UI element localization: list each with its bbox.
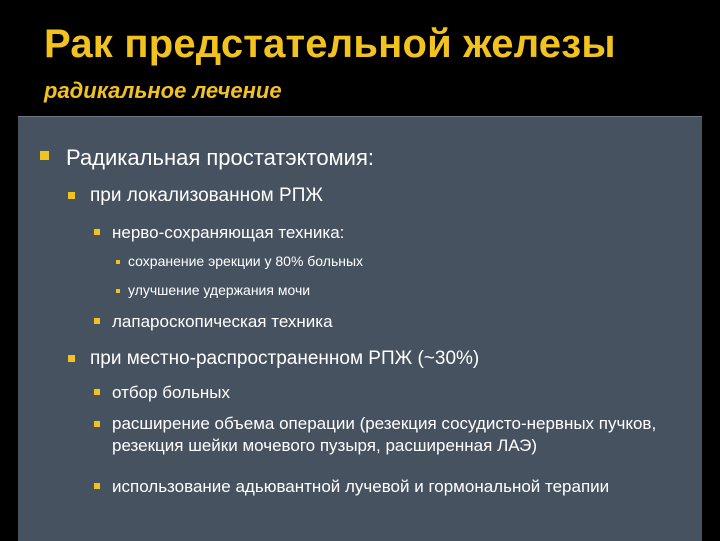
bullet-continence-improvement: улучшение удержания мочи — [128, 282, 311, 298]
square-bullet-icon — [68, 192, 75, 199]
bullet-radical-prostatectomy: Радикальная простатэктомия: — [66, 145, 374, 170]
square-bullet-icon — [116, 260, 120, 264]
square-bullet-icon — [40, 151, 49, 160]
bullet-patient-selection: отбор больных — [112, 383, 230, 402]
square-bullet-icon — [94, 229, 100, 235]
square-bullet-icon — [94, 389, 100, 395]
bullet-localized-pca: при локализованном РПЖ — [90, 185, 323, 206]
square-bullet-icon — [68, 355, 75, 362]
slide-subtitle: радикальное лечение — [44, 78, 282, 103]
slide-header — [0, 0, 720, 112]
square-bullet-icon — [94, 483, 100, 489]
square-bullet-icon — [94, 318, 100, 324]
bullet-laparoscopic: лапароскопическая техника — [112, 312, 333, 331]
bullet-adjuvant-therapy: использование адьювантной лучевой и гормональной терапии — [112, 477, 610, 496]
bullet-locally-advanced-pca: при местно-распространенном РПЖ (~30%) — [90, 348, 480, 369]
content-panel — [18, 116, 702, 541]
bullet-nerve-sparing: нерво-сохраняющая техника: — [112, 223, 345, 242]
slide-title: Рак предстательной железы — [44, 22, 616, 66]
square-bullet-icon — [116, 289, 120, 293]
square-bullet-icon — [94, 421, 100, 427]
bullet-erection-preservation: сохранение эрекции у 80% больных — [128, 253, 364, 269]
bullet-surgery-extension: расширение объема операции (резекция сосудисто-нервных пучков, резекция шейки мочевого пузыря, расширенная ЛАЭ) — [112, 414, 657, 455]
